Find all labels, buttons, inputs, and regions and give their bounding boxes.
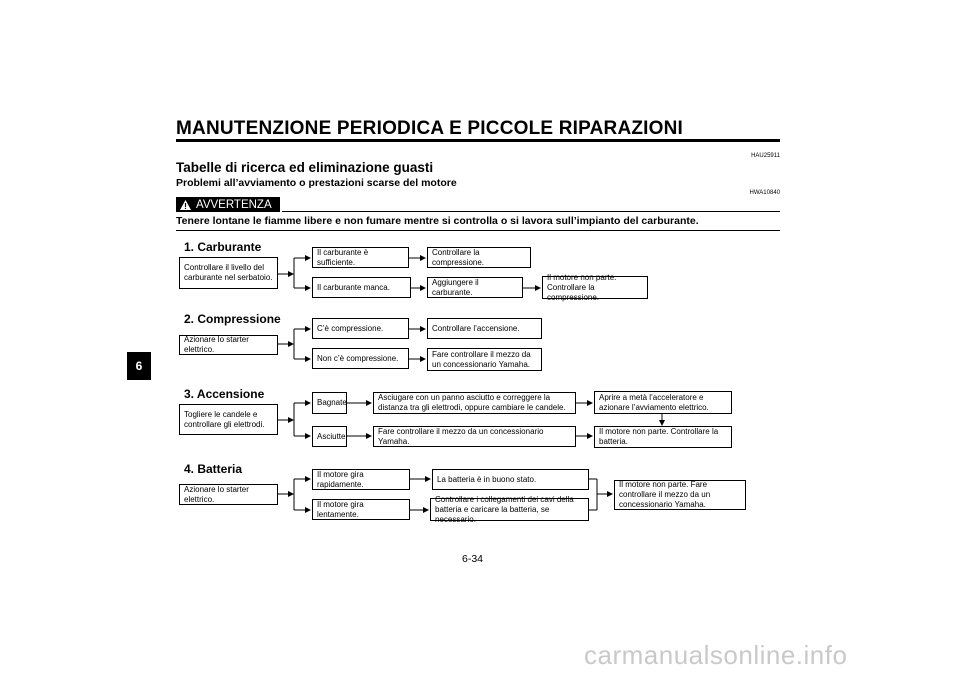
flow-box-start: Togliere le candele e controllare gli elettrodi.	[179, 404, 278, 435]
flow-box-fast-crank: Il motore gira rapidamente.	[312, 469, 410, 490]
flow-box-dealer: Fare controllare il mezzo da un concessionario Yamaha.	[427, 348, 542, 371]
flow-box-charge-battery: Controllare i collegamenti dei cavi della batteria e caricare la batteria, se necessario.	[430, 498, 589, 521]
flow-box-compression-present: C’è compressione.	[312, 318, 409, 339]
section-title-battery: 4. Batteria	[184, 462, 243, 476]
flow-box-fuel-missing: Il carburante manca.	[312, 277, 411, 298]
section-title-fuel: 1. Carburante	[184, 240, 262, 254]
flow-box-dry-plugs: Asciugare con un panno asciutto e correggere la distanza tra gli elettrodi, oppure cambiare le candele.	[373, 392, 576, 414]
flow-box-check-battery: Il motore non parte. Controllare la batteria.	[594, 426, 732, 448]
section-heading: Tabelle di ricerca ed eliminazione guasti	[176, 160, 434, 175]
flow-box-result: Il motore non parte. Fare controllare il mezzo da un concessionario Yamaha.	[614, 480, 746, 510]
watermark: carmanualsonline.info	[584, 640, 848, 670]
flow-box-check-ignition: Controllare l’accensione.	[427, 318, 542, 339]
flow-box-fuel-sufficient: Il carburante è sufficiente.	[312, 247, 409, 268]
flow-box-add-fuel: Aggiungere il carburante.	[427, 277, 523, 298]
section-title-compression: 2. Compressione	[184, 312, 281, 326]
warning-code: HWA10840	[749, 190, 780, 196]
flow-box-result: Il motore non parte. Controllare la compressione.	[542, 276, 648, 299]
page-number: 6-34	[462, 553, 484, 565]
flow-box-wet: Bagnate	[312, 392, 347, 414]
flow-box-throttle: Aprire a metà l’acceleratore e azionare l’avviamento elettrico.	[594, 391, 732, 414]
page-title: MANUTENZIONE PERIODICA E PICCOLE RIPARAZIONI	[176, 118, 684, 139]
flow-box-dealer: Fare controllare il mezzo da un concessionario Yamaha.	[373, 426, 576, 447]
flow-box-start: Azionare lo starter elettrico.	[179, 484, 278, 505]
flow-box-slow-crank: Il motore gira lentamente.	[312, 499, 410, 520]
section-code: HAU25911	[751, 153, 780, 159]
chapter-tab: 6	[127, 352, 151, 380]
section-title-ignition: 3. Accensione	[184, 387, 265, 401]
flow-box-check-compression: Controllare la compressione.	[427, 247, 531, 268]
flow-box-dry: Asciutte	[312, 426, 347, 447]
flow-box-start: Azionare lo starter elettrico.	[179, 335, 278, 355]
warning-badge-label: AVVERTENZA	[196, 198, 272, 211]
flow-box-battery-ok: La batteria è in buono stato.	[432, 469, 589, 490]
flow-box-no-compression: Non c’è compressione.	[312, 348, 409, 369]
flow-box-start: Controllare il livello del carburante nel serbatoio.	[179, 257, 278, 289]
warning-text: Tenere lontane le fiamme libere e non fumare mentre si controlla o si lavora sull’impianto del carburante.	[176, 215, 699, 227]
section-subheading: Problemi all’avviamento o prestazioni scarse del motore	[176, 177, 457, 189]
